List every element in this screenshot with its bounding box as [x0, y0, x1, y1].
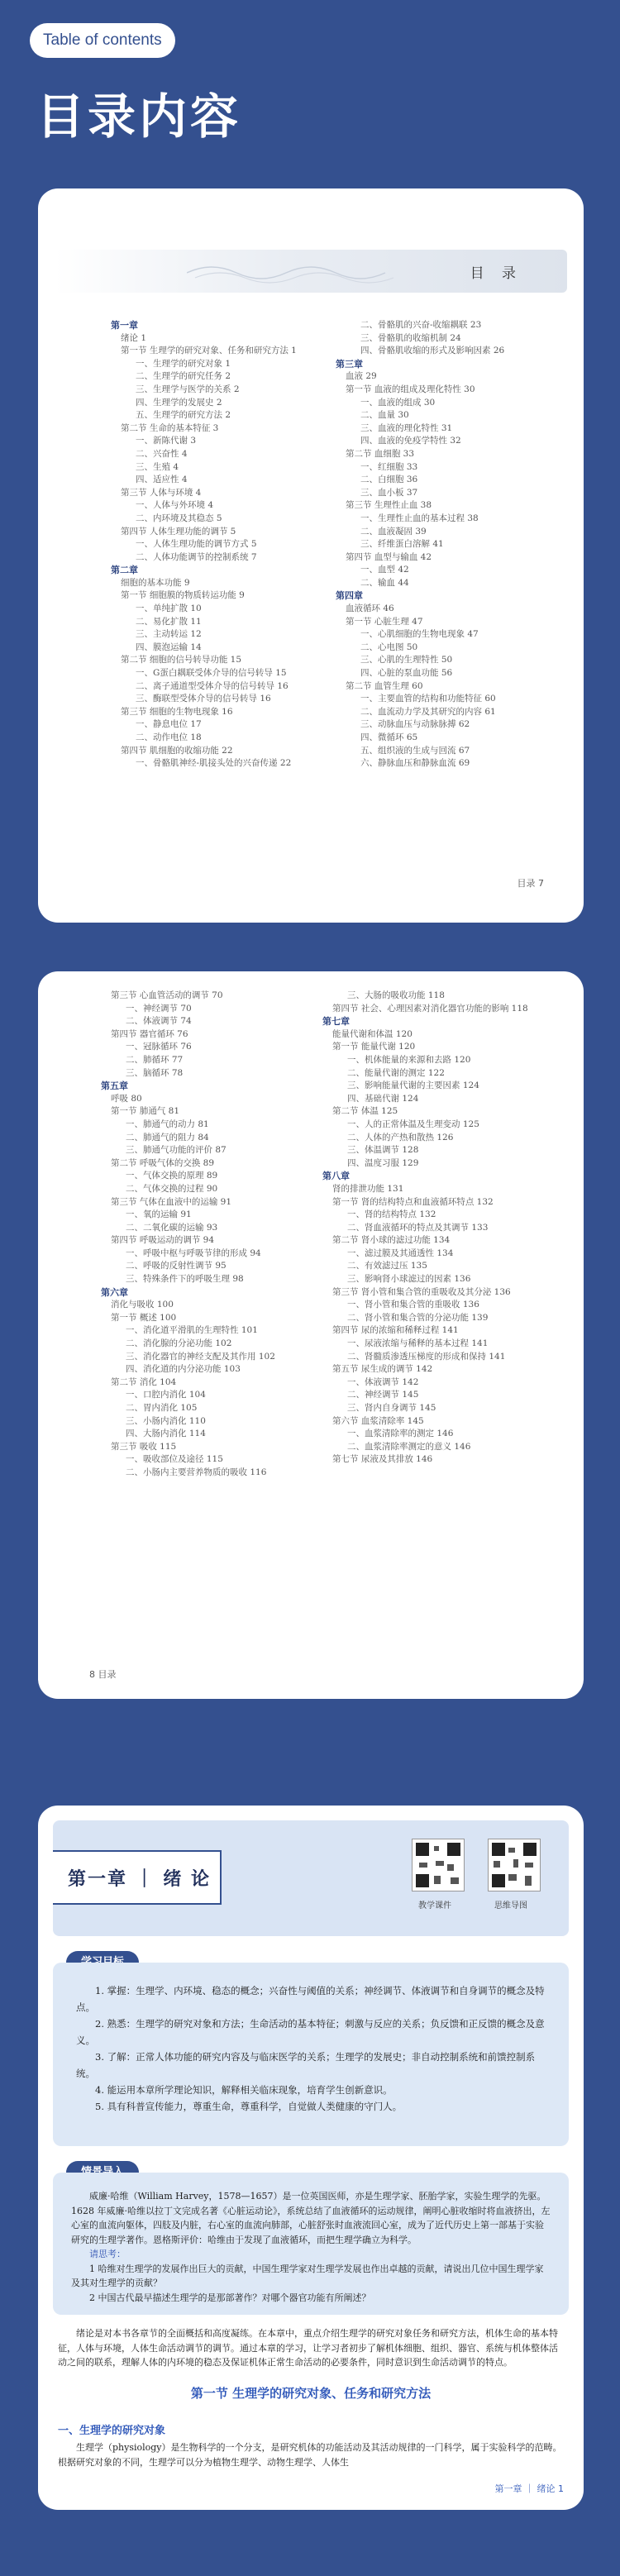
- intro-question-1: 1 哈维对生理学的发展作出巨大的贡献，中国生理学家对生理学发展也作出卓越的贡献，请说出几位中国生理学家及其对生理学的贡献？: [71, 2263, 544, 2288]
- chapter-title: 第一章 ｜ 绪 论: [68, 1869, 211, 1890]
- toc-entry[interactable]: 一、气体交换的原理 89: [126, 1171, 218, 1181]
- chapter-intro-paragraph: 绪论是对本书各章节的全面概括和高度凝练。在本章中，重点介绍生理学的研究对象任务和研究方法，机体生命的基本特征，人体与环境，人体生命活动调节的调节。通过本章的学习，让学习者初步了解机体细胞、组织、器官、系统与机体整体活动之间的联系，理解人体的内环境的稳态及保证机体正常生命活动的必要条件，同时意识到生命活动调节的特点。: [58, 2328, 558, 2368]
- toc-entry[interactable]: 细胞的基本功能 9: [121, 577, 190, 588]
- toc-entry[interactable]: 一、血液的组成 30: [360, 397, 436, 408]
- toc-entry[interactable]: 一、心肌细胞的生物电现象 47: [360, 629, 479, 640]
- toc-entry[interactable]: 一、滤过膜及其通透性 134: [347, 1247, 454, 1258]
- toc-entry[interactable]: 一、生理性止血的基本过程 38: [360, 513, 479, 523]
- toc-entry[interactable]: 二、肾髓质渗透压梯度的形成和保持 141: [347, 1351, 506, 1362]
- toc-column-right: [322, 990, 528, 1467]
- toc-entry[interactable]: 二、小肠内主要营养物质的吸收 116: [126, 1467, 267, 1477]
- toc-entry[interactable]: 二、血液凝固 39: [360, 526, 427, 537]
- toc-entry[interactable]: 三、体温调节 128: [347, 1145, 419, 1156]
- toc-entry[interactable]: 第一节 肾的结构特点和血液循环特点 132: [332, 1196, 494, 1207]
- toc-entry[interactable]: 三、心肌的生理特性 50: [360, 655, 453, 665]
- toc-entry[interactable]: 三、影响能量代谢的主要因素 124: [347, 1080, 479, 1091]
- toc-entry[interactable]: 第二节 体温 125: [332, 1106, 398, 1117]
- toc-entry[interactable]: 二、能量代谢的测定 122: [347, 1067, 445, 1078]
- toc-entry[interactable]: 第一节 概述 100: [111, 1312, 177, 1323]
- objective-item: 3. 了解：正常人体功能的研究内容及与临床医学的关系；生理学的发展史；非自动控制系统和前馈控制系统。: [76, 2051, 536, 2079]
- toc-entry[interactable]: 消化与吸收 100: [111, 1300, 174, 1310]
- toc-entry[interactable]: 二、肺通气的阻力 84: [126, 1132, 209, 1143]
- toc-entry[interactable]: 五、生理学的研究方法 2: [136, 410, 231, 421]
- toc-entry[interactable]: 四、大肠内消化 114: [126, 1429, 206, 1439]
- toc-entry[interactable]: 二、胃内消化 105: [126, 1403, 198, 1413]
- toc-entry[interactable]: 四、微循环 65: [360, 732, 418, 742]
- toc-entry[interactable]: 三、血液的理化特性 31: [360, 422, 453, 433]
- toc-entry[interactable]: 三、大肠的吸收功能 118: [347, 990, 445, 1000]
- toc-entry[interactable]: 第六章: [101, 1286, 128, 1298]
- toc-entry[interactable]: 第七章: [322, 1016, 350, 1028]
- toc-entry[interactable]: 一、呼吸中枢与呼吸节律的形成 94: [126, 1247, 261, 1258]
- toc-entry[interactable]: 二、易化扩散 11: [136, 616, 202, 627]
- toc-entry[interactable]: 一、G蛋白耦联受体介导的信号转导 15: [136, 668, 287, 679]
- toc-entry[interactable]: 第二节 肾小球的滤过功能 134: [332, 1235, 451, 1246]
- toc-entry[interactable]: 一、单纯扩散 10: [136, 603, 202, 614]
- toc-entry[interactable]: 六、静脉血压和静脉血流 69: [360, 758, 470, 769]
- toc-entry[interactable]: 第三节 人体与环境 4: [121, 487, 202, 498]
- toc-entry[interactable]: 一、主要血管的结构和功能特征 60: [360, 694, 496, 704]
- toc-entry[interactable]: 二、有效滤过压 135: [347, 1261, 427, 1271]
- toc-entry[interactable]: 二、离子通道型受体介导的信号转导 16: [136, 680, 289, 691]
- toc-entry[interactable]: 三、肺通气功能的评价 87: [126, 1145, 227, 1156]
- toc-entry[interactable]: 一、静息电位 17: [136, 719, 202, 730]
- toc-entry[interactable]: 第二节 血管生理 60: [346, 680, 423, 691]
- toc-entry[interactable]: 二、血量 30: [360, 410, 409, 421]
- page-footer: 第一章 ｜ 绪论 1: [494, 2483, 564, 2494]
- toc-entry[interactable]: 三、肾内自身调节 145: [347, 1403, 436, 1413]
- page-title: 目录内容: [36, 88, 242, 145]
- toc-entry[interactable]: 第五节 尿生成的调节 142: [332, 1364, 433, 1375]
- toc-entry[interactable]: 第六节 血浆清除率 145: [332, 1415, 424, 1426]
- toc-entry[interactable]: 第四节 器官循环 76: [111, 1028, 188, 1039]
- qr-code-icon[interactable]: [488, 1839, 541, 1891]
- toc-entry[interactable]: 一、肾的结构特点 132: [347, 1209, 436, 1220]
- toc-entry[interactable]: 第三章: [336, 358, 363, 370]
- toc-entry[interactable]: 三、影响肾小球滤过的因素 136: [347, 1274, 471, 1285]
- toc-column-left: [101, 990, 275, 1480]
- toc-entry[interactable]: 四、适应性 4: [136, 475, 188, 485]
- toc-entry[interactable]: 三、消化器官的神经支配及其作用 102: [126, 1351, 275, 1362]
- toc-entry[interactable]: 二、兴奋性 4: [136, 448, 188, 459]
- toc-entry[interactable]: 第四章: [336, 590, 363, 602]
- toc-entry[interactable]: 第八章: [322, 1171, 350, 1182]
- toc-entry[interactable]: 四、骨骼肌收缩的形式及影响因素 26: [360, 346, 505, 356]
- toc-entry[interactable]: 四、温度习服 129: [347, 1157, 419, 1168]
- toc-entry[interactable]: 第一节 生理学的研究对象、任务和研究方法 1: [121, 346, 297, 356]
- toc-entry[interactable]: 四、消化道的内分泌功能 103: [126, 1364, 241, 1375]
- toc-entry[interactable]: 第一节 心脏生理 47: [346, 616, 423, 627]
- toc-entry[interactable]: 二、肺循环 77: [126, 1054, 184, 1065]
- toc-entry[interactable]: 三、骨骼肌的收缩机制 24: [360, 332, 461, 343]
- toc-entry[interactable]: 一、口腔内消化 104: [126, 1390, 206, 1400]
- toc-entry[interactable]: 第四节 人体生理功能的调节 5: [121, 526, 236, 537]
- toc-entry[interactable]: 第七节 尿液及其排放 146: [332, 1454, 433, 1465]
- toc-entry[interactable]: 二、神经调节 145: [347, 1390, 419, 1400]
- toc-entry[interactable]: 一、人的正常体温及生理变动 125: [347, 1119, 479, 1129]
- objective-item: 1. 掌握：生理学、内环境、稳态的概念；兴奋性与阈值的关系；神经调节、体液调节和自身调节的概念及特点。: [76, 1985, 545, 2013]
- toc-entry[interactable]: 二、二氧化碳的运输 93: [126, 1222, 218, 1233]
- toc-entry[interactable]: 一、消化道平滑肌的生理特性 101: [126, 1325, 258, 1336]
- wave-decoration: [187, 256, 402, 286]
- page-number: 8 目录: [89, 1669, 117, 1680]
- toc-entry[interactable]: 二、心电图 50: [360, 642, 418, 652]
- intro-box: [53, 2173, 569, 2315]
- toc-entry[interactable]: 一、血型 42: [360, 565, 409, 575]
- toc-entry[interactable]: 第四节 尿的浓缩和稀释过程 141: [332, 1325, 459, 1336]
- toc-entry[interactable]: 第一节 血液的组成及理化特性 30: [346, 384, 475, 394]
- objective-item: 4. 能运用本章所学理论知识，解释相关临床现象，培育学生创新意识。: [95, 2084, 393, 2096]
- toc-entry[interactable]: 第三节 生理性止血 38: [346, 500, 432, 511]
- toc-entry[interactable]: 二、生理学的研究任务 2: [136, 371, 231, 382]
- toc-entry[interactable]: 第五章: [101, 1080, 128, 1092]
- toc-entry[interactable]: 一、冠脉循环 76: [126, 1042, 192, 1052]
- toc-entry[interactable]: 二、白细胞 36: [360, 475, 418, 485]
- toc-entry[interactable]: 二、动作电位 18: [136, 732, 202, 742]
- intro-paragraph: 威廉·哈维（William Harvey，1578—1657）是一位英国医师，亦是生理学家、胚胎学家，实验生理学的先驱。1628 年威廉·哈维以拉丁文完成名著《心脏运动论》，系统总结了血液循环的运动规律，阐明心脏收缩时将血液挤出，左心室的血流向躯体，四肢及内脏，右心室的血流向肺部，心脏舒张时血液流回心室，成为了近代历史上第一部基于实验研究的生理学著作。恩格斯评价：哈维由于发现了血液循环，而把生理学确立为科学。: [71, 2191, 551, 2245]
- toc-entry[interactable]: 第二节 生命的基本特征 3: [121, 422, 219, 433]
- toc-entry[interactable]: 三、血小板 37: [360, 487, 418, 498]
- toc-entry[interactable]: 二、内环境及其稳态 5: [136, 513, 222, 523]
- toc-entry[interactable]: 第二章: [111, 565, 138, 576]
- body-paragraph: 生理学（physiology）是生物科学的一个分支，是研究机体的功能活动及其活动规律的一门科学，属于实验科学的范畴。根据研究对象的不同，生理学可以分为植物生理学、动物生理学、人体生: [58, 2442, 562, 2468]
- toc-entry[interactable]: 第二节 消化 104: [111, 1376, 177, 1387]
- toc-entry[interactable]: 血液循环 46: [346, 603, 394, 614]
- toc-entry[interactable]: 第四节 社会、心理因素对消化器官功能的影响 118: [332, 1003, 528, 1014]
- toc-entry[interactable]: 第三节 细胞的生物电现象 16: [121, 706, 233, 717]
- toc-entry[interactable]: 肾的排泄功能 131: [332, 1183, 404, 1194]
- toc-entry[interactable]: 三、纤维蛋白溶解 41: [360, 539, 444, 550]
- toc-entry[interactable]: 四、膜泡运输 14: [136, 642, 202, 652]
- toc-entry[interactable]: 第一节 能量代谢 120: [332, 1042, 416, 1052]
- objective-item: 2. 熟悉：生理学的研究对象和方法；生命活动的基本特征；刺激与反应的关系；负反馈和正反馈的概念及意义。: [76, 2018, 545, 2046]
- toc-entry[interactable]: 三、特殊条件下的呼吸生理 98: [126, 1274, 244, 1285]
- toc-entry[interactable]: 第一节 细胞膜的物质转运功能 9: [121, 590, 245, 601]
- toc-entry[interactable]: 一、骨骼肌神经-肌接头处的兴奋传递 22: [136, 758, 292, 769]
- toc-entry[interactable]: 一、肾小管和集合管的重吸收 136: [347, 1300, 479, 1310]
- toc-entry[interactable]: 第三节 气体在血液中的运输 91: [111, 1196, 232, 1207]
- toc-entry[interactable]: 一、生理学的研究对象 1: [136, 358, 231, 369]
- toc-entry[interactable]: 绪论 1: [121, 332, 147, 343]
- toc-entry[interactable]: 一、肺通气的动力 81: [126, 1119, 209, 1129]
- toc-entry[interactable]: 三、动脉血压与动脉脉搏 62: [360, 719, 470, 730]
- subsection-title: 一、生理学的研究对象: [58, 2425, 166, 2437]
- toc-entry[interactable]: 第二节 血细胞 33: [346, 448, 415, 459]
- toc-entry[interactable]: 第四节 呼吸运动的调节 94: [111, 1235, 215, 1246]
- toc-entry[interactable]: 五、组织液的生成与回流 67: [360, 745, 470, 756]
- toc-entry[interactable]: 第四节 肌细胞的收缩功能 22: [121, 745, 233, 756]
- section-title: 第一节 生理学的研究对象、任务和研究方法: [190, 2386, 432, 2401]
- toc-entry[interactable]: 二、血浆清除率测定的意义 146: [347, 1441, 471, 1452]
- toc-entry[interactable]: 一、氧的运输 91: [126, 1209, 192, 1220]
- toc-pill: Table of contents: [30, 23, 175, 58]
- toc-entry[interactable]: 一、血浆清除率的测定 146: [347, 1429, 454, 1439]
- toc-entry[interactable]: 四、血液的免疫学特性 32: [360, 436, 461, 446]
- toc-entry[interactable]: 二、输血 44: [360, 577, 409, 588]
- toc-entry[interactable]: 一、吸收部位及途径 115: [126, 1454, 223, 1465]
- toc-entry[interactable]: 四、生理学的发展史 2: [136, 397, 222, 408]
- objective-item: 5. 具有科普宣传能力，尊重生命，尊重科学，自觉做人类健康的守门人。: [95, 2101, 403, 2112]
- qr2-label: 思维导图: [494, 1901, 527, 1911]
- toc-column-left: [111, 319, 297, 770]
- toc-entry[interactable]: 二、肾小管和集合管的分泌功能 139: [347, 1312, 489, 1323]
- chapter-title-box: [53, 1850, 222, 1905]
- toc-entry[interactable]: 二、人体功能调节的控制系统 7: [136, 551, 257, 562]
- toc-entry[interactable]: 第三节 吸收 115: [111, 1441, 177, 1452]
- toc-entry[interactable]: 第二节 细胞的信号转导功能 15: [121, 655, 242, 665]
- qr-code-icon[interactable]: [412, 1839, 465, 1891]
- toc-entry[interactable]: 一、机体能量的来源和去路 120: [347, 1054, 471, 1065]
- toc-entry[interactable]: 二、骨骼肌的兴奋-收缩耦联 23: [360, 320, 482, 330]
- toc-entry[interactable]: 第一节 肺通气 81: [111, 1106, 180, 1117]
- toc-entry[interactable]: 三、主动转运 12: [136, 629, 202, 640]
- toc-entry[interactable]: 一、人体生理功能的调节方式 5: [136, 539, 257, 550]
- toc-entry[interactable]: 二、消化腺的分泌功能 102: [126, 1338, 232, 1349]
- toc-column-right: [336, 319, 504, 770]
- toc-entry[interactable]: 三、生理学与医学的关系 2: [136, 384, 240, 394]
- toc-entry[interactable]: 三、生殖 4: [136, 461, 179, 472]
- toc-entry[interactable]: 三、脑循环 78: [126, 1067, 184, 1078]
- toc-entry[interactable]: 一、新陈代谢 3: [136, 436, 197, 446]
- objectives-box: [53, 1963, 569, 2146]
- toc-entry[interactable]: 二、血流动力学及其研究的内容 61: [360, 706, 496, 717]
- toc-entry[interactable]: 一、人体与外环境 4: [136, 500, 214, 511]
- toc-entry[interactable]: 第二节 呼吸气体的交换 89: [111, 1157, 215, 1168]
- toc-entry[interactable]: 一、神经调节 70: [126, 1003, 192, 1014]
- chapter-header: [53, 1820, 569, 1936]
- intro-question-title: 请思考：: [89, 2249, 126, 2259]
- qr1-label: 教学课件: [418, 1901, 451, 1911]
- toc-entry[interactable]: 第四节 血型与输血 42: [346, 551, 432, 562]
- toc-entry[interactable]: 三、小肠内消化 110: [126, 1415, 206, 1426]
- toc-entry[interactable]: 能量代谢和体温 120: [332, 1028, 413, 1039]
- toc-entry[interactable]: 三、酶联型受体介导的信号转导 16: [136, 694, 271, 704]
- toc-entry[interactable]: 第三节 心血管活动的调节 70: [111, 990, 223, 1000]
- toc-entry[interactable]: 一、体液调节 142: [347, 1376, 419, 1387]
- toc-entry[interactable]: 第三节 肾小管和集合管的重吸收及其分泌 136: [332, 1286, 511, 1297]
- page-number: 目录 7: [517, 878, 544, 889]
- toc-page-1: [38, 188, 584, 923]
- toc-entry[interactable]: 一、尿液浓缩与稀释的基本过程 141: [347, 1338, 489, 1349]
- toc-entry[interactable]: 四、基础代谢 124: [347, 1093, 419, 1104]
- chapter-page: [38, 1806, 584, 2510]
- toc-entry[interactable]: 二、体液调节 74: [126, 1016, 192, 1027]
- toc-entry[interactable]: 血液 29: [346, 371, 377, 382]
- toc-entry[interactable]: 二、肾血液循环的特点及其调节 133: [347, 1222, 489, 1233]
- toc-entry[interactable]: 呼吸 80: [111, 1093, 142, 1104]
- toc-entry[interactable]: 四、心脏的泵血功能 56: [360, 668, 453, 679]
- intro-question-2: 2 中国古代最早描述生理学的是那部著作？对哪个器官功能有所阐述？: [89, 2292, 371, 2303]
- toc-page-2: [38, 971, 584, 1699]
- toc-entry[interactable]: 一、红细胞 33: [360, 461, 418, 472]
- toc-entry[interactable]: 二、人体的产热和散热 126: [347, 1132, 454, 1143]
- toc-entry[interactable]: 二、气体交换的过程 90: [126, 1183, 218, 1194]
- toc-entry[interactable]: 二、呼吸的反射性调节 95: [126, 1261, 227, 1271]
- toc-band-title: 目 录: [470, 265, 522, 282]
- toc-entry[interactable]: 第一章: [111, 320, 138, 331]
- toc-header-band: [55, 250, 567, 293]
- intro-text: [71, 2189, 551, 2305]
- objectives-list: [76, 1982, 549, 2115]
